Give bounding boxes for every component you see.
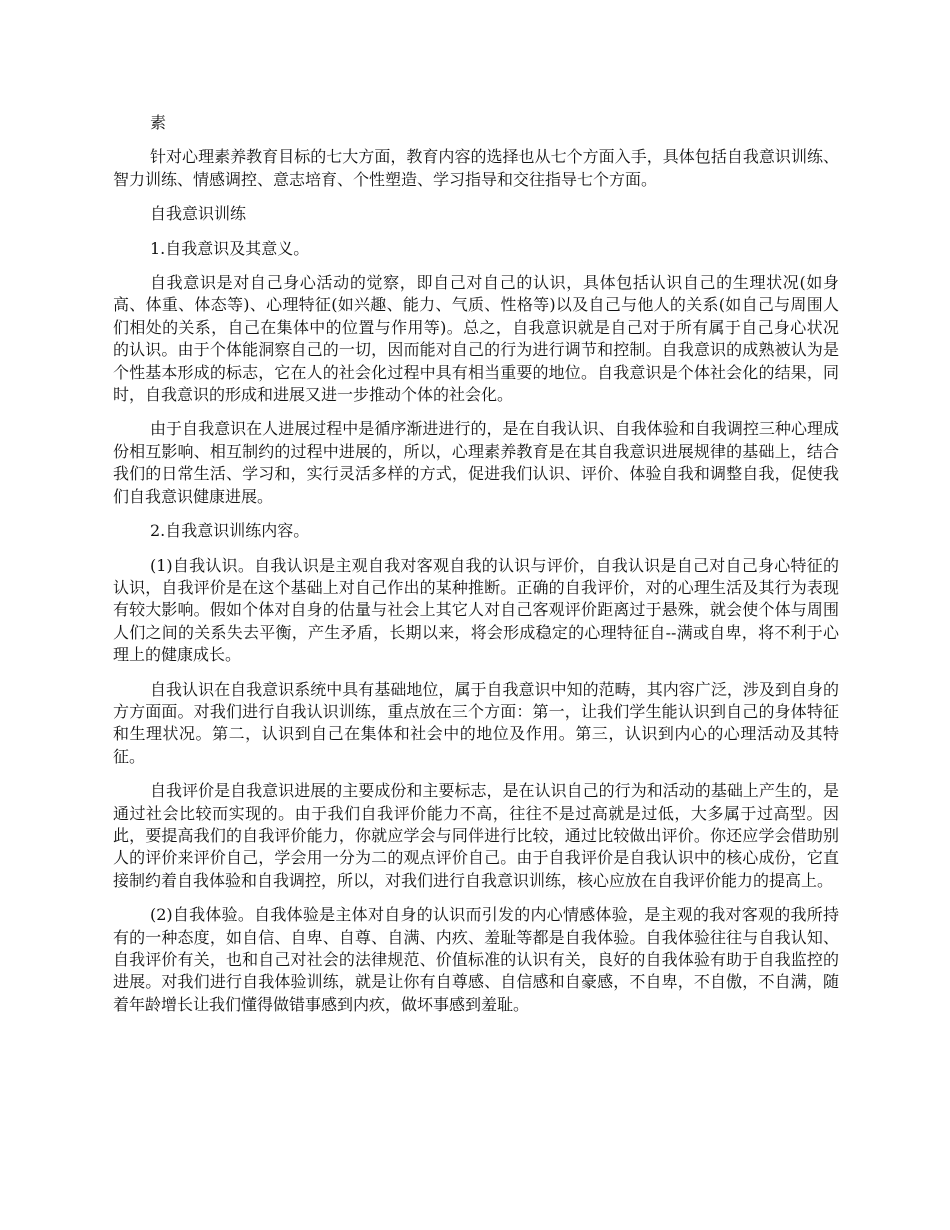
body-paragraph: 自我意识是对自己身心活动的觉察，即自己对自己的认识，具体包括认识自己的生理状况(如身高、体重、体态等)、心理特征(如兴趣、能力、气质、性格等)以及自己与他人的关系(如自己与周围人们相处的关系，自己在集体中的位置与作用等)。总之，自我意识就是自己对于所有属于自己身心状况的认识。由于个体能洞察自己的一切，因而能对自己的行为进行调节和控制。自我意识的成熟被认为是个性基本形成的标志，它在人的社会化过程中具有相当重要的地位。自我意识是个体社会化的结果，同时，自我意识的形成和进展又进一步推动个体的社会化。 (113, 273, 839, 405)
continued-fragment: 素 (150, 113, 167, 132)
document-body (113, 112, 839, 1028)
subsection-heading: 1.自我意识及其意义。 (150, 238, 310, 258)
body-paragraph: 自我评价是自我意识进展的主要成份和主要标志，是在认识自己的行为和活动的基础上产生的，是通过社会比较而实现的。由于我们自我评价能力不高，往往不是过高就是过低，大多属于过高型。因此，要提高我们的自我评价能力，你就应学会与同伴进行比较，通过比较做出评价。你还应学会借助别人的评价来评价自己，学会用一分为二的观点评价自己。由于自我评价是自我认识中的核心成份，它直接制约着自我体验和自我调控，所以，对我们进行自我意识训练，核心应放在自我评价能力的提高上。 (113, 781, 839, 890)
intro-paragraph: 针对心理素养教育目标的七大方面，教育内容的选择也从七个方面入手，具体包括自我意识训练、智力训练、情感调控、意志培育、个性塑造、学习指导和交往指导七个方面。 (113, 147, 839, 189)
subsection-heading: 2.自我意识训练内容。 (150, 521, 310, 541)
body-paragraph: 自我认识在自我意识系统中具有基础地位，属于自我意识中知的范畴，其内容广泛，涉及到自身的方方面面。对我们进行自我认识训练，重点放在三个方面：第一，让我们学生能认识到自己的身体特征和生理状况。第二，认识到自己在集体和社会中的地位及作用。第三，认识到内心的心理活动及其特征。 (113, 679, 839, 766)
section-heading: 自我意识训练 (150, 204, 247, 224)
body-paragraph: 由于自我意识在人进展过程中是循序渐进进行的，是在自我认识、自我体验和自我调控三种心理成份相互影响、相互制约的过程中进展的，所以，心理素养教育是在其自我意识进展规律的基础上，结合我们的日常生活、学习和，实行灵活多样的方式，促进我们认识、评价、体验自我和调整自我，促使我们自我意识健康进展。 (113, 419, 839, 506)
body-paragraph: (2)自我体验。自我体验是主体对自身的认识而引发的内心情感体验，是主观的我对客观的我所持有的一种态度，如自信、自卑、自尊、自满、内疚、羞耻等都是自我体验。自我体验往往与自我认知、自我评价有关，也和自己对社会的法律规范、价值标准的认识有关，良好的自我体验有助于自我监控的进展。对我们进行自我体验训练，就是让你有自尊感、自信感和自豪感，不自卑，不自傲，不自满，随着年龄增长让我们懂得做错事感到内疚，做坏事感到羞耻。 (113, 905, 839, 1014)
body-paragraph: (1)自我认识。自我认识是主观自我对客观自我的认识与评价，自我认识是自己对自己身心特征的认识，自我评价是在这个基础上对自己作出的某种推断。正确的自我评价，对的心理生活及其行为表现有较大影响。假如个体对自身的估量与社会上其它人对自己客观评价距离过于悬殊，就会使个体与周围人们之间的关系失去平衡，产生矛盾，长期以来，将会形成稳定的心理特征自--满或自卑，将不利于心理上的健康成长。 (113, 555, 839, 665)
